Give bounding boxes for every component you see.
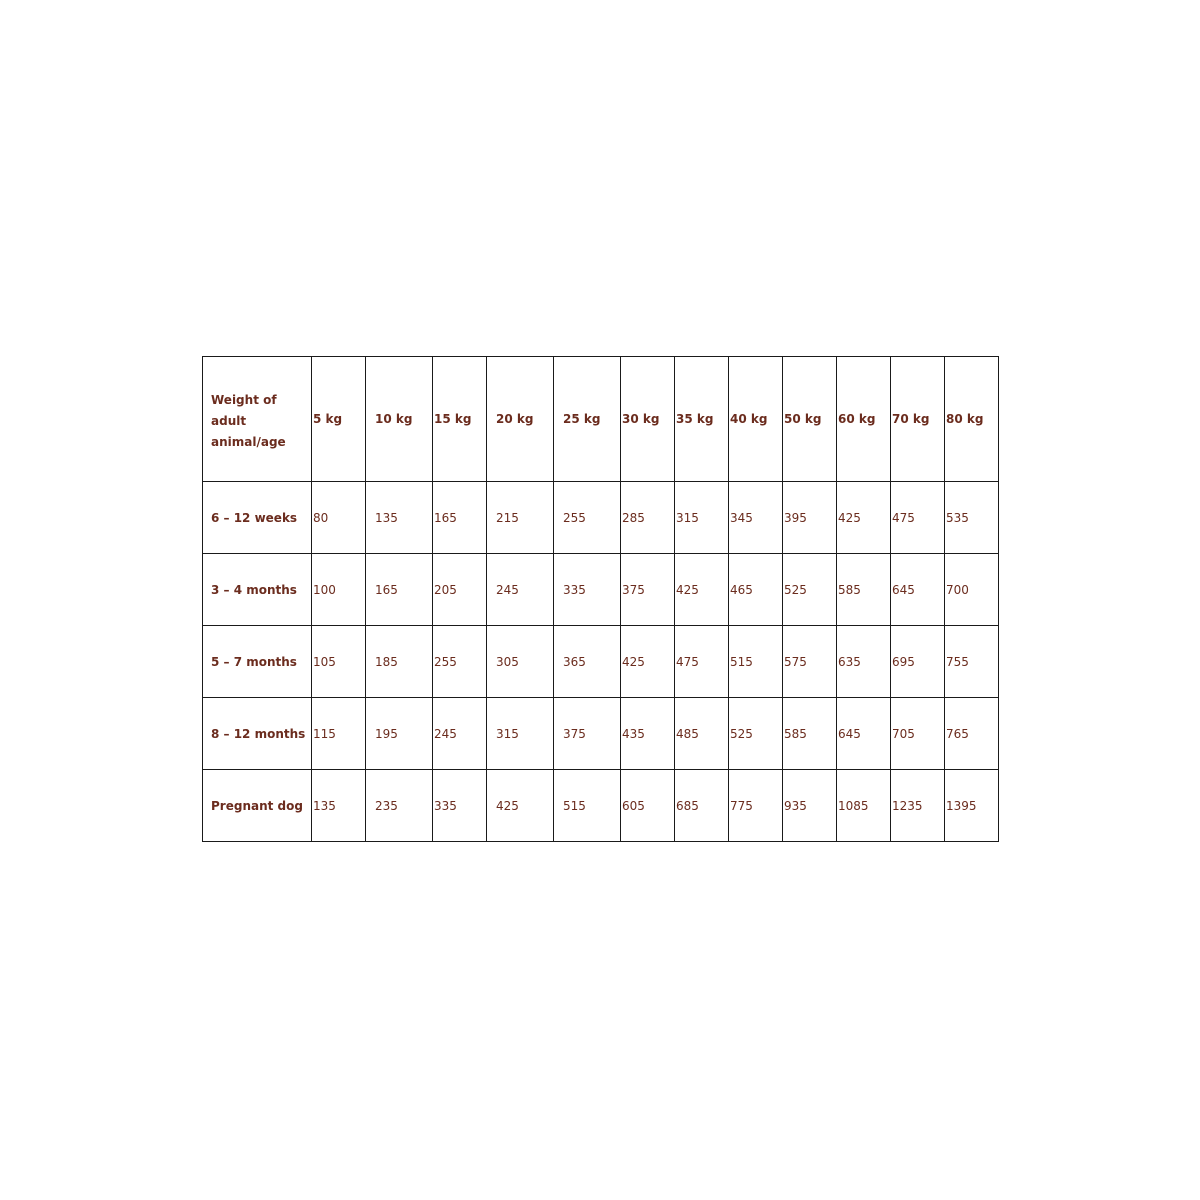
- corner-header: Weight of adult animal/age: [203, 357, 312, 482]
- column-header: 35 kg: [675, 357, 729, 482]
- table-cell: 465: [729, 554, 783, 626]
- column-header: 30 kg: [621, 357, 675, 482]
- table-cell: 700: [945, 554, 999, 626]
- table-row: [203, 626, 999, 698]
- table-cell: 335: [433, 770, 487, 842]
- table-cell: 245: [433, 698, 487, 770]
- table-cell: 235: [366, 770, 433, 842]
- table-cell: 375: [554, 698, 621, 770]
- table-cell: 215: [487, 482, 554, 554]
- table-cell: 165: [433, 482, 487, 554]
- table-cell: 535: [945, 482, 999, 554]
- row-label: 3 – 4 months: [203, 554, 312, 626]
- table-cell: 425: [487, 770, 554, 842]
- table-cell: 285: [621, 482, 675, 554]
- table-row: [203, 770, 999, 842]
- column-header: 5 kg: [312, 357, 366, 482]
- column-header: 60 kg: [837, 357, 891, 482]
- table-cell: 645: [837, 698, 891, 770]
- table-cell: 100: [312, 554, 366, 626]
- table-cell: 255: [554, 482, 621, 554]
- table-cell: 195: [366, 698, 433, 770]
- table-cell: 165: [366, 554, 433, 626]
- table-cell: 315: [487, 698, 554, 770]
- table-cell: 245: [487, 554, 554, 626]
- table-cell: 255: [433, 626, 487, 698]
- table-cell: 425: [621, 626, 675, 698]
- table-cell: 525: [783, 554, 837, 626]
- feeding-table: [202, 356, 999, 842]
- table-cell: 485: [675, 698, 729, 770]
- column-header: 50 kg: [783, 357, 837, 482]
- column-header: 15 kg: [433, 357, 487, 482]
- table-cell: 435: [621, 698, 675, 770]
- table-cell: 605: [621, 770, 675, 842]
- column-header: 10 kg: [366, 357, 433, 482]
- table-cell: 425: [837, 482, 891, 554]
- row-label: Pregnant dog: [203, 770, 312, 842]
- table-cell: 645: [891, 554, 945, 626]
- table-cell: 185: [366, 626, 433, 698]
- table-row: [203, 482, 999, 554]
- table-cell: 1085: [837, 770, 891, 842]
- table-cell: 345: [729, 482, 783, 554]
- table-cell: 375: [621, 554, 675, 626]
- column-header: 70 kg: [891, 357, 945, 482]
- table-cell: 755: [945, 626, 999, 698]
- table-cell: 585: [783, 698, 837, 770]
- row-label: 8 – 12 months: [203, 698, 312, 770]
- column-header: 25 kg: [554, 357, 621, 482]
- table-cell: 695: [891, 626, 945, 698]
- table-cell: 575: [783, 626, 837, 698]
- table-cell: 765: [945, 698, 999, 770]
- table-cell: 395: [783, 482, 837, 554]
- table-cell: 135: [366, 482, 433, 554]
- table-cell: 105: [312, 626, 366, 698]
- table-cell: 475: [675, 626, 729, 698]
- table-cell: 1395: [945, 770, 999, 842]
- column-header: 40 kg: [729, 357, 783, 482]
- table-cell: 205: [433, 554, 487, 626]
- table-cell: 775: [729, 770, 783, 842]
- table-cell: 115: [312, 698, 366, 770]
- table-cell: 685: [675, 770, 729, 842]
- table-row: [203, 554, 999, 626]
- table-cell: 365: [554, 626, 621, 698]
- table-cell: 515: [729, 626, 783, 698]
- table-row: [203, 698, 999, 770]
- table-cell: 475: [891, 482, 945, 554]
- table-cell: 525: [729, 698, 783, 770]
- table-cell: 1235: [891, 770, 945, 842]
- table-cell: 515: [554, 770, 621, 842]
- table-cell: 315: [675, 482, 729, 554]
- table-cell: 80: [312, 482, 366, 554]
- table-header-row: [203, 357, 999, 482]
- table-cell: 425: [675, 554, 729, 626]
- table-cell: 135: [312, 770, 366, 842]
- table-cell: 635: [837, 626, 891, 698]
- column-header: 20 kg: [487, 357, 554, 482]
- row-label: 5 – 7 months: [203, 626, 312, 698]
- table-cell: 305: [487, 626, 554, 698]
- column-header: 80 kg: [945, 357, 999, 482]
- row-label: 6 – 12 weeks: [203, 482, 312, 554]
- table-cell: 705: [891, 698, 945, 770]
- table-cell: 935: [783, 770, 837, 842]
- table-cell: 585: [837, 554, 891, 626]
- table-cell: 335: [554, 554, 621, 626]
